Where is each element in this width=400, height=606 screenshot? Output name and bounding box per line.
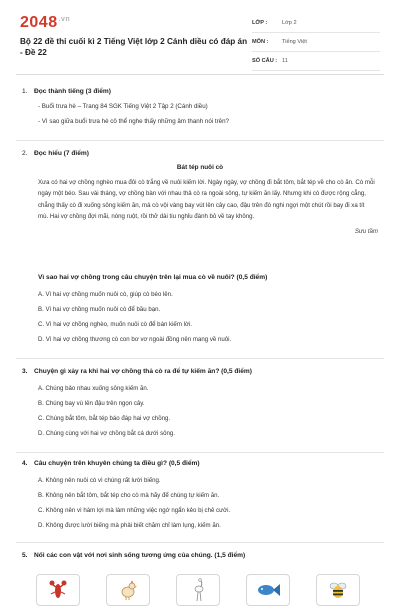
meta-row-question-count: SỐ CÂU : 11: [252, 52, 380, 71]
exam-page: [16, 8, 384, 600]
answer-option-b[interactable]: B. Không nên bắt tôm, bắt tép cho cò mà hãy để chúng tự kiếm ăn.: [38, 492, 220, 499]
question-3-title: Chuyện gì xảy ra khi hai vợ chồng thả cò ra để tự kiếm ăn? (0,5 điểm): [34, 368, 252, 375]
answer-option-d[interactable]: D. Chúng cùng với hai vợ chồng bắt cá dưới sông.: [38, 430, 176, 437]
question-3: 3. Chuyện gì xảy ra khi hai vợ chồng thả cò ra để tự kiếm ăn? (0,5 điểm) A. Chúng bảo nhau xuống sông kiếm ăn. B. Chúng bay vù lên đậu trên ngọn cây. C. Chúng bắt tôm, bắt tép báo đáp hai vợ chồng. D. Chúng cùng với hai vợ chồng bắt cá dưới sông.: [16, 368, 384, 437]
exam-title: Bộ 22 đề thi cuối kì 2 Tiếng Việt lớp 2 Cánh diều có đáp án - Đề 22: [20, 37, 248, 57]
divider: [16, 542, 384, 543]
divider: [16, 452, 384, 453]
answer-option-c[interactable]: C. Không nên vì hám lợi mà làm những việc ngớ ngẩn kẻo bị chê cười.: [38, 507, 231, 514]
site-logo[interactable]: $2048^{.vn}$: [20, 14, 71, 31]
meta-row-grade: LỚP : Lớp 2: [252, 14, 380, 33]
question-4-title: Câu chuyện trên khuyên chúng ta điều gì? (0,5 điểm): [34, 460, 200, 467]
meta-row-subject: MÔN : Tiếng Việt: [252, 33, 380, 52]
answer-option-c[interactable]: C. Vì hai vợ chồng nghèo, muốn nuôi cò để bán kiếm lời.: [38, 321, 192, 328]
question-1: 1. Đọc thành tiếng (3 điểm) - Buổi trưa hè – Trang 84 SGK Tiếng Việt 2 Tập 2 (Cánh diều) - Vì sao giữa buổi trưa hè cô thể nghe thấy những âm thanh nói trên?: [16, 88, 384, 125]
animal-images: [36, 574, 360, 606]
lobster-icon: [36, 574, 80, 606]
question-5: 5. Nối các con vật với nơi sinh sống tương ứng của chúng. (1,5 điểm): [22, 552, 246, 559]
question-1-title: Đọc thành tiếng (3 điểm): [34, 88, 111, 95]
chicken-icon: [106, 574, 150, 606]
story-source: Sưu tầm: [354, 228, 378, 236]
question-5-title: Nối các con vật với nơi sinh sống tương ứng của chúng. (1,5 điểm): [34, 552, 246, 559]
divider: [16, 358, 384, 359]
answer-option-d[interactable]: D. Không được lười biếng mà phải biết chăm chỉ làm lụng, kiếm ăn.: [38, 522, 221, 529]
fish-icon: [246, 574, 290, 606]
question-2-subquestion: Vì sao hai vợ chồng trong câu chuyện trên lại mua cò về nuôi? (0,5 điểm): [38, 274, 268, 281]
exam-meta: [252, 14, 380, 71]
question-2: 2. Đọc hiểu (7 điểm) Bát tép nuôi cò Xưa có hai vợ chồng nghèo mua đôi cò trắng về nuôi kiếm lời. Ngày ngày, vợ chồng đi bắt tôm, bắt tép về cho cò ăn. Cò mỗi ngày một béo. Sau vài tháng, vợ chồng bàn với nhau thả cò ra ngoài sông, tự kiếm ăn lấy. Nhưng khi cò được rộng cẳng, chẳng thấy cò đi xuống sông kiếm ăn, mà cò vội vàng bay vút lên cây cao, đậu trên đó nghi ngợi một chút rồi bay đi xa tít mù. Hai vợ chồng đợi mãi, nóng ruột, rồi thở dài tiu nghỉu đành bỏ về tay không. Sưu tầm: [16, 150, 384, 235]
story-text: Xưa có hai vợ chồng nghèo mua đôi cò trắng về nuôi kiếm lời. Ngày ngày, vợ chồng đi bắt tôm, bắt tép về cho cò ăn. Cò mỗi ngày một béo. Sau vài tháng, vợ chồng bàn với nhau thả cò ra ngoài sông, tự kiếm ăn lấy. Nhưng khi cò được rộng cẳng, chẳng thấy cò đi xuống sông kiếm ăn, mà cò vội vàng bay vút lên cây cao, đậu trên đó nghi ngợi một chút rồi bay đi xa tít mù. Hai vợ chồng đợi mãi, nóng ruột, rồi thở dài tiu nghỉu đành bỏ về tay không.: [38, 179, 375, 220]
answer-option-c[interactable]: C. Chúng bắt tôm, bắt tép báo đáp hai vợ chồng.: [38, 415, 171, 422]
answer-option-b[interactable]: B. Vì hai vợ chồng muốn nuôi cò để bầu bạn.: [38, 306, 161, 313]
answer-option-a[interactable]: A. Không nên nuôi cò vì chúng rất lười biếng.: [38, 477, 161, 484]
question-2-title: Đọc hiểu (7 điểm): [34, 150, 89, 157]
bee-icon: [316, 574, 360, 606]
answer-option-b[interactable]: B. Chúng bay vù lên đậu trên ngọn cây.: [38, 400, 145, 407]
crane-icon: [176, 574, 220, 606]
exam-header: [16, 8, 384, 75]
question-1-bullet: - Buổi trưa hè – Trang 84 SGK Tiếng Việt 2 Tập 2 (Cánh diều): [38, 103, 208, 110]
question-1-bullet: - Vì sao giữa buổi trưa hè cô thể nghe thấy những âm thanh nói trên?: [38, 118, 229, 125]
divider: [16, 140, 384, 141]
question-4: 4. Câu chuyện trên khuyên chúng ta điều gì? (0,5 điểm) A. Không nên nuôi cò vì chúng rất lười biếng. B. Không nên bắt tôm, bắt tép cho cò mà hãy để chúng tự kiếm ăn. C. Không nên vì hám lợi mà làm những việc ngớ ngẩn kẻo bị chê cười. D. Không được lười biếng mà phải biết chăm chỉ làm lụng, kiếm ăn.: [16, 460, 384, 529]
answer-option-d[interactable]: D. Vì hai vợ chồng thương cò con bơ vơ ngoài đồng nên mang về nuôi.: [38, 336, 232, 343]
question-2-sub: [16, 274, 384, 343]
story-title: Bát tép nuôi cò: [176, 164, 224, 171]
answer-option-a[interactable]: A. Vì hai vợ chồng muốn nuôi cò, giúp cò béo lên.: [38, 291, 173, 298]
answer-option-a[interactable]: A. Chúng bảo nhau xuống sông kiếm ăn.: [38, 385, 149, 392]
